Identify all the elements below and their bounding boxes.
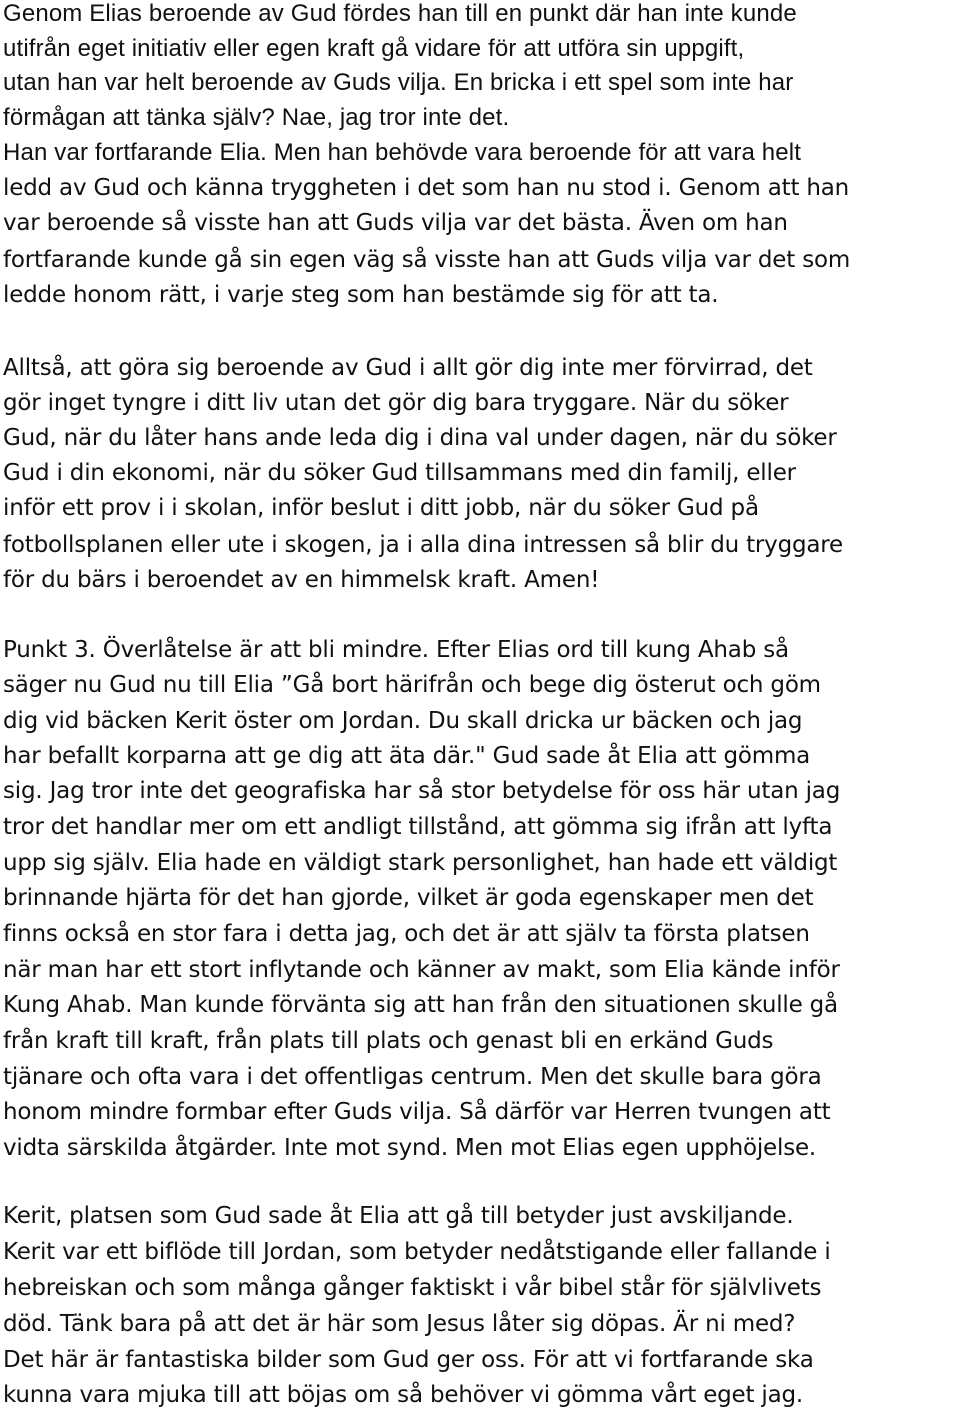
text-line: Kerit var ett biflöde till Jordan, som betyder nedåtstigande eller fallande i — [3, 1239, 831, 1265]
text-line: för du bärs i beroendet av en himmelsk kraft. Amen! — [3, 567, 600, 593]
text-line: ledde honom rätt, i varje steg som han bestämde sig för att ta. — [3, 282, 719, 308]
text-line: tjänare och ofta vara i det offentligas centrum. Men det skulle bara göra — [3, 1064, 822, 1090]
text-line: Han var fortfarande Elia. Men han behövde vara beroende för att vara helt — [3, 139, 802, 166]
text-line: när man har ett stort inflytande och känner av makt, som Elia kände inför — [3, 957, 840, 983]
text-line: sig. Jag tror inte det geografiska har så stor betydelse för oss här utan jag — [3, 778, 841, 804]
text-line: finns också en stor fara i detta jag, och det är att själv ta första platsen — [3, 921, 810, 947]
text-line: har befallt korparna att ge dig att äta där." Gud sade åt Elia att gömma — [3, 743, 811, 769]
text-line: tror det handlar mer om ett andligt tillstånd, att gömma sig ifrån att lyfta — [3, 814, 833, 840]
text-line: Kerit, platsen som Gud sade åt Elia att gå till betyder just avskiljande. — [3, 1203, 794, 1229]
text-line: Det här är fantastiska bilder som Gud ger oss. För att vi fortfarande ska — [3, 1347, 814, 1373]
text-line: fortfarande kunde gå sin egen väg så visste han att Guds vilja var det som — [3, 247, 851, 273]
text-line: från kraft till kraft, från plats till plats och genast bli en erkänd Guds — [3, 1028, 774, 1054]
text-line: kunna vara mjuka till att böjas om så behöver vi gömma vårt eget jag. — [3, 1382, 804, 1408]
text-line: utan han var helt beroende av Guds vilja. En bricka i ett spel som inte har — [3, 69, 794, 96]
text-line: inför ett prov i i skolan, inför beslut i ditt jobb, när du söker Gud på — [3, 495, 759, 521]
text-line: utifrån eget initiativ eller egen kraft gå vidare för att utföra sin uppgift, — [3, 35, 745, 62]
text-line: fotbollsplanen eller ute i skogen, ja i alla dina intressen så blir du tryggare — [3, 532, 843, 558]
text-line: vidta särskilda åtgärder. Inte mot synd. Men mot Elias egen upphöjelse. — [3, 1135, 817, 1161]
text-line: Genom Elias beroende av Gud fördes han till en punkt där han inte kunde — [3, 0, 797, 27]
text-line: säger nu Gud nu till Elia ”Gå bort härifrån och bege dig österut och göm — [3, 672, 821, 698]
text-line: Kung Ahab. Man kunde förvänta sig att han från den situationen skulle gå — [3, 992, 838, 1018]
text-line: var beroende så visste han att Guds vilja var det bästa. Även om han — [3, 210, 788, 236]
text-line: Punkt 3. Överlåtelse är att bli mindre. Efter Elias ord till kung Ahab så — [3, 637, 789, 663]
text-line: hebreiskan och som många gånger faktiskt i vår bibel står för självlivets — [3, 1275, 822, 1301]
text-line: död. Tänk bara på att det är här som Jesus låter sig döpas. Är ni med? — [3, 1311, 796, 1337]
text-line: upp sig själv. Elia hade en väldigt stark personlighet, han hade ett väldigt — [3, 850, 838, 876]
text-line: ledd av Gud och känna tryggheten i det som han nu stod i. Genom att han — [3, 175, 850, 201]
text-line: Gud i din ekonomi, när du söker Gud tillsammans med din familj, eller — [3, 460, 796, 486]
text-line: brinnande hjärta för det han gjorde, vilket är goda egenskaper men det — [3, 885, 814, 911]
text-line: Gud, när du låter hans ande leda dig i dina val under dagen, när du söker — [3, 425, 837, 451]
text-line: gör inget tyngre i ditt liv utan det gör dig bara tryggare. När du söker — [3, 390, 789, 416]
text-line: dig vid bäcken Kerit öster om Jordan. Du skall dricka ur bäcken och jag — [3, 708, 803, 734]
text-line: förmågan att tänka själv? Nae, jag tror inte det. — [3, 104, 510, 131]
text-line: Alltså, att göra sig beroende av Gud i allt gör dig inte mer förvirrad, det — [3, 355, 813, 381]
text-line: honom mindre formbar efter Guds vilja. Så därför var Herren tvungen att — [3, 1099, 831, 1125]
